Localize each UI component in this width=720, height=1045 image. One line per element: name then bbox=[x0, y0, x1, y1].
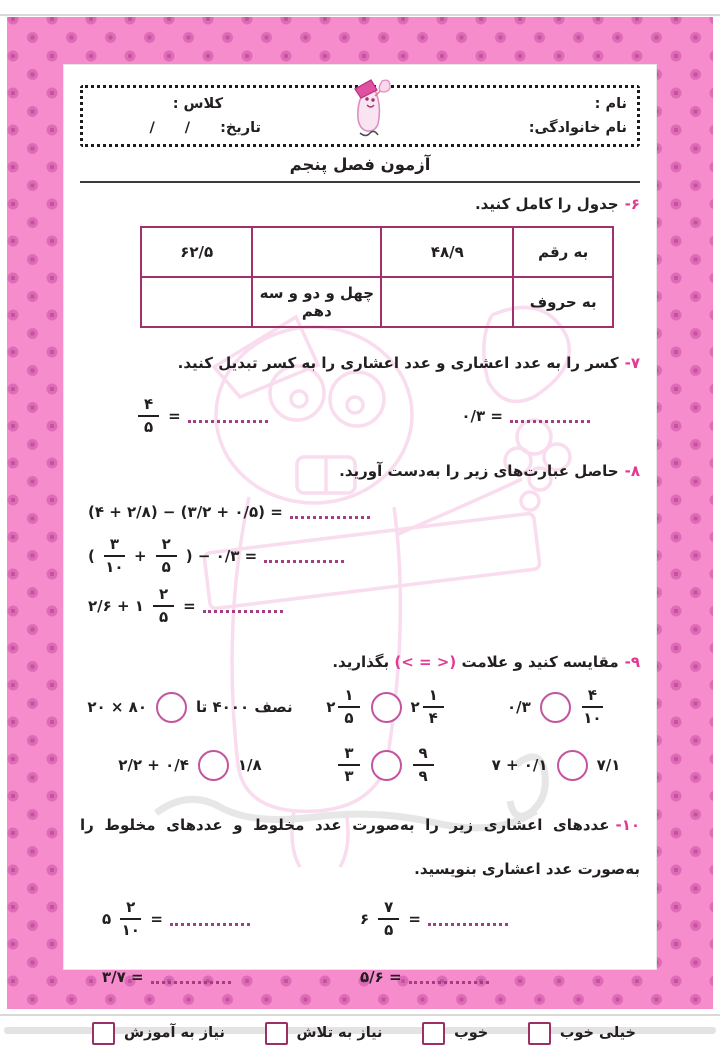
fraction: $\frac{۳}{۳}$ bbox=[338, 746, 359, 784]
answer-blank[interactable] bbox=[188, 409, 268, 423]
polka-dot-border bbox=[7, 17, 713, 1041]
q10-mixed-item bbox=[360, 894, 640, 944]
equals-sign: = bbox=[150, 909, 163, 928]
plus-sign: + bbox=[134, 546, 147, 565]
q8-expression-1 bbox=[88, 499, 640, 525]
mixed-number: ۲ $\frac{۱}{۵}$ bbox=[326, 688, 361, 726]
grade-option-excellent bbox=[528, 1022, 636, 1045]
class-label: کلاس : bbox=[172, 96, 223, 112]
comparison-item bbox=[300, 741, 472, 789]
q10-decimal-item bbox=[80, 952, 360, 1002]
question-7-heading bbox=[80, 352, 640, 375]
grade-option-needs-effort bbox=[265, 1022, 383, 1045]
comparison-item bbox=[80, 741, 300, 789]
name-label: نام : bbox=[594, 96, 627, 112]
title-divider bbox=[80, 181, 640, 183]
decimal-expression: ۵/۶ = bbox=[360, 967, 402, 986]
left-value: ۰/۳ bbox=[507, 698, 531, 716]
expression: (۴ + ۲/۸) − (۳/۲ + ۰/۵) = bbox=[88, 502, 283, 521]
q10-mixed-item bbox=[80, 894, 360, 944]
fraction: $\frac{۲}{۱۰}$ bbox=[121, 897, 140, 939]
left-value: ۲/۲ + ۰/۴ bbox=[118, 756, 189, 774]
answer-blank[interactable] bbox=[510, 409, 590, 423]
worksheet-paper bbox=[63, 64, 657, 1041]
equals-sign: = bbox=[408, 909, 421, 928]
answer-blank[interactable] bbox=[151, 970, 231, 984]
q6-number-words-table bbox=[140, 226, 614, 328]
question-6-number: ۶- bbox=[624, 195, 640, 213]
table-cell[interactable]: چهل و دو و سه دهم bbox=[252, 277, 381, 327]
grade-label: خیلی خوب bbox=[559, 1025, 636, 1041]
equals-sign: = bbox=[168, 407, 181, 425]
row-header-words: به حروف bbox=[513, 277, 613, 327]
grade-option-good bbox=[422, 1022, 488, 1045]
question-10-text: عددهای اعشاری زیر را به‌صورت عدد مخلوط و عددهای مخلوط را به‌صورت عدد اعشاری بنویسید. bbox=[80, 816, 640, 879]
answer-circle[interactable] bbox=[540, 692, 571, 723]
date-field bbox=[93, 120, 261, 136]
fraction: $\frac{۲}{۵}$ bbox=[156, 537, 177, 575]
table-cell[interactable]: ۴۸/۹ bbox=[381, 227, 513, 277]
checkbox[interactable] bbox=[528, 1022, 551, 1045]
equals-sign: = bbox=[183, 596, 196, 615]
answer-blank[interactable] bbox=[170, 912, 250, 926]
q7-items bbox=[80, 390, 640, 442]
answer-blank[interactable] bbox=[203, 599, 283, 613]
fraction: $\frac{۴}{۱۰}$ bbox=[583, 686, 602, 727]
comparison-item bbox=[300, 683, 472, 731]
question-6-heading bbox=[80, 193, 640, 216]
question-9-number: ۹- bbox=[624, 652, 640, 671]
page-title: آزمون فصل پنجم bbox=[289, 155, 431, 174]
q8-expression-3 bbox=[88, 584, 640, 626]
decimal-expression: ۰/۳ = bbox=[461, 407, 503, 425]
comparison-item bbox=[472, 683, 640, 731]
page-top-edge bbox=[0, 14, 720, 16]
question-8-text: حاصل عبارت‌های زیر را به‌دست آورید. bbox=[339, 462, 619, 480]
grade-label: خوب bbox=[454, 1025, 489, 1041]
date-slash: / bbox=[149, 120, 155, 136]
fraction: $\frac{۴}{۵}$ bbox=[138, 397, 159, 435]
question-10-number: ۱۰- bbox=[615, 816, 640, 834]
right-value: ۷/۱ bbox=[596, 756, 621, 774]
expression-tail: ) − ۰/۳ = bbox=[185, 546, 258, 565]
expression: ۲/۶ + ۱ bbox=[88, 596, 144, 615]
fraction: $\frac{۳}{۱۰}$ bbox=[105, 534, 124, 576]
mascot-bell-icon bbox=[344, 75, 394, 143]
question-10-heading bbox=[80, 803, 640, 892]
q10-decimal-item bbox=[360, 952, 640, 1002]
student-info-header bbox=[80, 85, 640, 147]
left-value: ۷ + ۰/۱ bbox=[491, 756, 548, 774]
answer-circle[interactable] bbox=[198, 750, 229, 781]
fraction: $\frac{۲}{۵}$ bbox=[153, 587, 174, 625]
family-name-label: نام خانوادگی: bbox=[528, 120, 627, 136]
question-8-number: ۸- bbox=[624, 462, 640, 480]
q9-comparison-grid bbox=[80, 683, 640, 789]
fraction: $\frac{۷}{۵}$ bbox=[378, 900, 399, 938]
whole-number: ۶ bbox=[360, 909, 370, 928]
grade-label: نیاز به تلاش bbox=[296, 1025, 383, 1041]
decimal-expression: ۳/۷ = bbox=[102, 967, 144, 986]
question-9-text-pre: مقایسه کنید و علامت bbox=[461, 652, 619, 671]
date-slash: / bbox=[184, 120, 191, 136]
right-value: ۱/۸ bbox=[237, 756, 262, 774]
answer-blank[interactable] bbox=[428, 912, 508, 926]
date-label: تاریخ: bbox=[220, 120, 261, 136]
answer-blank[interactable] bbox=[264, 549, 344, 563]
answer-circle[interactable] bbox=[156, 692, 187, 723]
grade-option-needs-training bbox=[92, 1022, 225, 1045]
checkbox[interactable] bbox=[422, 1022, 445, 1045]
whole-number: ۵ bbox=[102, 909, 112, 928]
table-cell[interactable] bbox=[141, 277, 252, 327]
q10-items bbox=[80, 894, 640, 1002]
answer-circle[interactable] bbox=[557, 750, 588, 781]
right-value: نصف ۴۰۰۰ تا bbox=[196, 698, 293, 716]
answer-circle[interactable] bbox=[371, 692, 402, 723]
open-paren: ( bbox=[88, 546, 95, 565]
table-row bbox=[141, 227, 613, 277]
q7-decimal-item bbox=[461, 407, 590, 425]
comparison-signs: (< = >) bbox=[394, 652, 457, 671]
grade-label: نیاز به آموزش bbox=[124, 1025, 225, 1041]
fraction: $\frac{۹}{۹}$ bbox=[413, 746, 434, 784]
left-value: ۲۰ × ۸۰ bbox=[87, 698, 147, 716]
table-cell[interactable] bbox=[252, 227, 381, 277]
question-7-text: کسر را به عدد اعشاری و عدد اعشاری را به کسر تبدیل کنید. bbox=[177, 353, 619, 372]
answer-blank[interactable] bbox=[290, 505, 370, 519]
question-8-heading bbox=[80, 460, 640, 483]
answer-circle[interactable] bbox=[371, 750, 402, 781]
checkbox[interactable] bbox=[92, 1022, 115, 1045]
q8-expression-2 bbox=[88, 534, 640, 576]
table-cell[interactable] bbox=[381, 277, 513, 327]
question-9-heading bbox=[80, 651, 640, 674]
mixed-number: ۲ $\frac{۱}{۴}$ bbox=[411, 688, 446, 726]
table-cell[interactable]: ۶۲/۵ bbox=[141, 227, 252, 277]
table-row bbox=[141, 277, 613, 327]
question-6-text: جدول را کامل کنید. bbox=[474, 195, 619, 213]
grading-footer bbox=[80, 1022, 640, 1045]
row-header-digits: به رقم bbox=[513, 227, 613, 277]
q7-fraction-item bbox=[136, 397, 268, 435]
checkbox[interactable] bbox=[265, 1022, 288, 1045]
comparison-item bbox=[472, 741, 640, 789]
question-7-number: ۷- bbox=[624, 353, 640, 372]
answer-blank[interactable] bbox=[409, 970, 489, 984]
question-9-text-post: بگذارید. bbox=[332, 652, 390, 671]
comparison-item bbox=[80, 683, 300, 731]
